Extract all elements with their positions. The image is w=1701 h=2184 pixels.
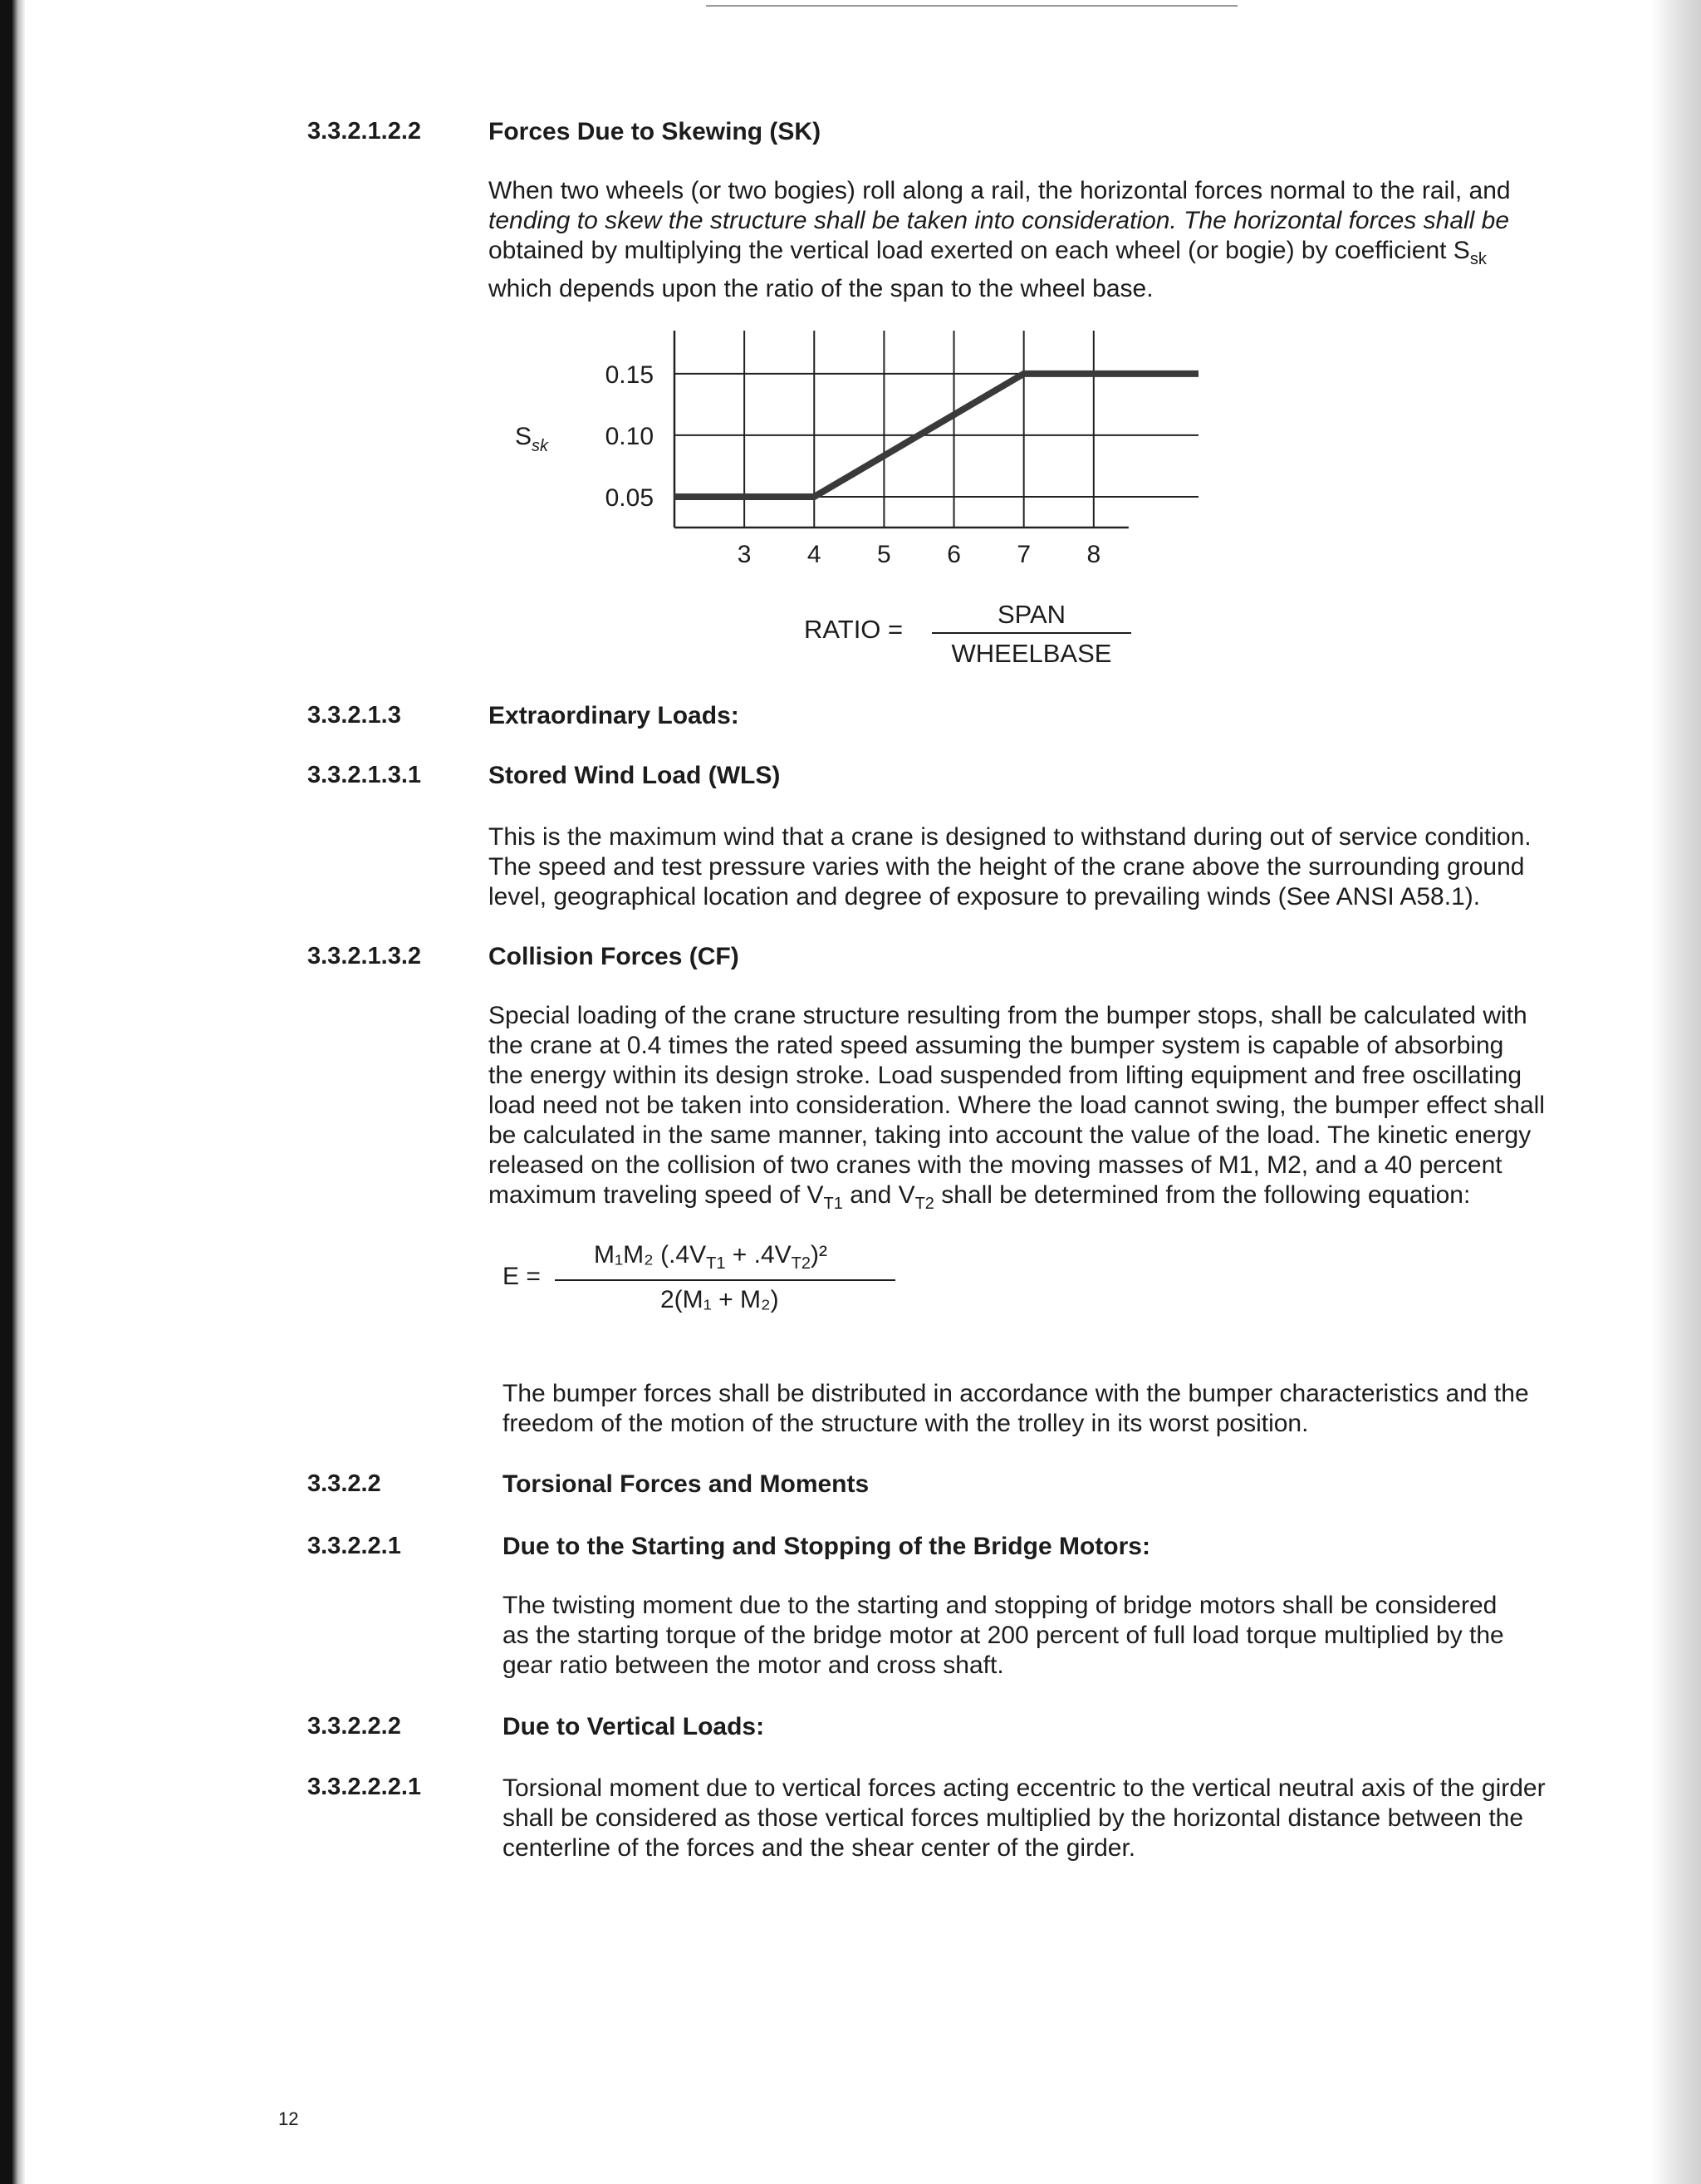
paragraph-wind: [488, 822, 1532, 912]
text-line: level, geographical location and degree of exposure to prevailing winds (See ANSI A58.1).: [488, 883, 1481, 910]
text-line: Special loading of the crane structure resulting from the bumper stops, shall be calculated with: [488, 1002, 1527, 1029]
text-line: the energy within its design stroke. Load suspended from lifting equipment and free oscillating: [488, 1062, 1522, 1089]
text-line: freedom of the motion of the structure with the trolley in its worst position.: [502, 1410, 1309, 1437]
eq-fragment: + .4V: [725, 1241, 792, 1269]
x-tick-label: 5: [877, 541, 891, 568]
subscript: T2: [914, 1195, 934, 1213]
y-tick-label: 0.10: [605, 422, 654, 450]
subscript: sk: [1469, 250, 1487, 268]
equation-denominator: 2(M₁ + M₂): [660, 1286, 779, 1313]
section-number: 3.3.2.2.2: [307, 1713, 401, 1740]
y-tick-label: 0.15: [605, 361, 654, 389]
section-number: 3.3.2.1.3.1: [307, 762, 422, 788]
text-line: The twisting moment due to the starting and stopping of bridge motors shall be considered: [502, 1592, 1498, 1619]
text-fragment: obtained by multiplying the vertical load exerted on each wheel (or bogie) by coefficient S: [488, 237, 1470, 264]
section-title: Due to the Starting and Stopping of the Bridge Motors:: [502, 1533, 1150, 1560]
text-line: Torsional moment due to vertical forces acting eccentric to the vertical neutral axis of the girder: [502, 1774, 1546, 1802]
paragraph-vertical: [502, 1774, 1546, 1863]
text-line: load need not be taken into consideration. Where the load cannot swing, the bumper effect shall: [488, 1092, 1545, 1119]
section-number: 3.3.2.2.1: [307, 1533, 401, 1559]
text-line: be calculated in the same manner, taking into account the value of the load. The kinetic energy: [488, 1121, 1532, 1149]
paragraph-collision: [488, 1001, 1545, 1219]
subscript: T2: [791, 1254, 811, 1273]
y-tick-label: 0.05: [605, 483, 654, 512]
x-tick-label: 8: [1086, 541, 1101, 568]
y-axis-label-sub: sk: [532, 437, 549, 455]
section-title: Extraordinary Loads:: [488, 702, 739, 729]
text-line: as the starting torque of the bridge motor at 200 percent of full load torque multiplied by the: [502, 1622, 1504, 1649]
section-title: Collision Forces (CF): [488, 943, 739, 970]
equation-fraction-bar: [555, 1279, 895, 1281]
text-line: which depends upon the ratio of the span to the wheel base.: [488, 275, 1154, 302]
section-number: 3.3.2.1.3.2: [307, 943, 422, 969]
y-axis-label-text: S: [515, 423, 532, 450]
text-fragment: and V: [842, 1181, 915, 1209]
x-tick-label: 6: [947, 541, 961, 568]
x-tick-label: 4: [806, 541, 821, 568]
skew-coefficient-chart: [0, 0, 1701, 681]
section-title: Due to Vertical Loads:: [502, 1713, 765, 1740]
text-line: The bumper forces shall be distributed in accordance with the bumper characteristics and the: [502, 1380, 1529, 1407]
ratio-label: RATIO =: [804, 615, 904, 644]
page-number: 12: [278, 2108, 299, 2129]
text-line: shall be considered as those vertical forces multiplied by the horizontal distance between the: [502, 1804, 1524, 1832]
section-title: Torsional Forces and Moments: [502, 1470, 870, 1498]
eq-fragment: M₁M₂ (.4V: [594, 1241, 707, 1269]
x-tick-labels: [738, 541, 1101, 568]
subscript: T1: [706, 1254, 726, 1273]
section-title: Stored Wind Load (WLS): [488, 762, 781, 789]
text-line: centerline of the forces and the shear center of the girder.: [502, 1834, 1136, 1862]
y-tick-labels: [605, 361, 654, 512]
text-line: [488, 1180, 1545, 1219]
text-line: the crane at 0.4 times the rated speed assuming the bumper system is capable of absorbing: [488, 1032, 1504, 1059]
text-line: This is the maximum wind that a crane is designed to withstand during out of service condition.: [488, 823, 1532, 851]
text-line: released on the collision of two cranes with the moving masses of M1, M2, and a 40 percent: [488, 1151, 1502, 1179]
x-tick-label: 7: [1017, 541, 1032, 568]
ratio-denominator: WHEELBASE: [951, 639, 1112, 668]
subscript: T1: [823, 1195, 843, 1213]
y-axis-label: [515, 423, 549, 455]
text-line: The speed and test pressure varies with the height of the crane above the surrounding ground: [488, 853, 1525, 881]
equation-numerator: [594, 1241, 827, 1274]
section-number: 3.3.2.2.2.1: [307, 1774, 422, 1800]
paragraph-bumper: [502, 1379, 1529, 1439]
text-line: When two wheels (or two bogies) roll along a rail, the horizontal forces normal to the rail, and: [488, 177, 1511, 204]
eq-fragment: )²: [811, 1241, 827, 1269]
paragraph-motors: [502, 1591, 1504, 1681]
section-number: 3.3.2.1.3: [307, 702, 401, 729]
section-title: Forces Due to Skewing (SK): [488, 118, 821, 145]
ratio-numerator: SPAN: [997, 600, 1066, 629]
text-fragment: maximum traveling speed of V: [488, 1181, 824, 1209]
section-number: 3.3.2.1.2.2: [307, 118, 422, 145]
text-fragment: shall be determined from the following equation:: [934, 1181, 1471, 1209]
text-line: gear ratio between the motor and cross shaft.: [502, 1651, 1004, 1679]
x-tick-label: 3: [737, 541, 752, 568]
section-number: 3.3.2.2: [307, 1470, 381, 1497]
equation-lhs: E =: [502, 1263, 541, 1290]
text-line: tending to skew the structure shall be taken into consideration. The horizontal forces shall be: [488, 207, 1510, 234]
